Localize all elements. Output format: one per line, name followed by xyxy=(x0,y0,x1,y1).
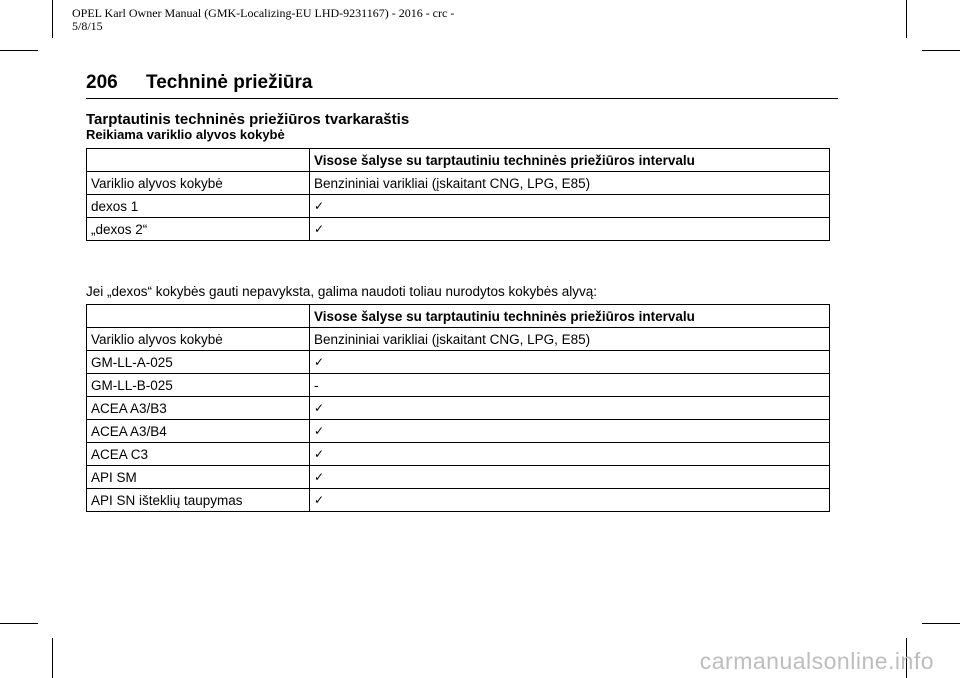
page-title: Techninė priežiūra xyxy=(146,72,313,93)
crop-mark xyxy=(922,50,960,51)
table-cell: Variklio alyvos kokybė xyxy=(87,328,310,351)
table-header-cell: Visose šalyse su tarptautiniu techninės priežiūros intervalu xyxy=(310,305,830,328)
table-cell: ACEA A3/B3 xyxy=(87,397,310,420)
print-header-line: OPEL Karl Owner Manual (GMK-Localizing-EU LHD-9231167) - 2016 - crc - xyxy=(72,6,455,20)
check-icon: ✓ xyxy=(310,489,830,512)
crop-mark xyxy=(52,0,53,38)
check-icon: ✓ xyxy=(310,466,830,489)
check-icon: ✓ xyxy=(310,443,830,466)
check-icon: ✓ xyxy=(310,218,830,241)
page-heading xyxy=(86,72,838,99)
table-cell: Benzininiai varikliai (įskaitant CNG, LPG, E85) xyxy=(310,172,830,195)
table-cell: - xyxy=(310,374,830,397)
table-row xyxy=(87,328,830,351)
table-row xyxy=(87,374,830,397)
alternative-oil-table xyxy=(86,304,830,512)
table-row xyxy=(87,195,830,218)
table-cell: ACEA A3/B4 xyxy=(87,420,310,443)
table-header-row xyxy=(87,305,830,328)
alternative-oil-paragraph: Jei „dexos“ kokybės gauti nepavyksta, galima naudoti toliau nurodytos kokybės alyvą: xyxy=(86,284,598,299)
table-row xyxy=(87,420,830,443)
table-cell: GM-LL-A-025 xyxy=(87,351,310,374)
table-cell: API SM xyxy=(87,466,310,489)
table-row xyxy=(87,218,830,241)
oil-quality-table xyxy=(86,148,830,241)
check-icon: ✓ xyxy=(310,420,830,443)
crop-mark xyxy=(906,0,907,38)
table-cell: Variklio alyvos kokybė xyxy=(87,172,310,195)
check-icon: ✓ xyxy=(310,195,830,218)
check-icon: ✓ xyxy=(310,397,830,420)
print-header-date: 5/8/15 xyxy=(72,19,103,33)
table-header-cell: Visose šalyse su tarptautiniu techninės priežiūros intervalu xyxy=(310,149,830,172)
section-title: Tarptautinis techninės priežiūros tvarkaraštis xyxy=(86,111,410,128)
check-icon: ✓ xyxy=(310,351,830,374)
table-cell: dexos 1 xyxy=(87,195,310,218)
page-number: 206 xyxy=(86,72,118,93)
crop-mark xyxy=(922,623,960,624)
crop-mark xyxy=(0,50,38,51)
table-cell: Benzininiai varikliai (įskaitant CNG, LPG, E85) xyxy=(310,328,830,351)
table-row xyxy=(87,466,830,489)
table-header-empty xyxy=(87,149,310,172)
table-row xyxy=(87,443,830,466)
table-row xyxy=(87,397,830,420)
crop-mark xyxy=(52,638,53,678)
table-row xyxy=(87,489,830,512)
table-row xyxy=(87,351,830,374)
table-cell: API SN išteklių taupymas xyxy=(87,489,310,512)
table-header-row xyxy=(87,149,830,172)
section-subtitle: Reikiama variklio alyvos kokybė xyxy=(86,127,285,142)
watermark: carmanualsonline.info xyxy=(699,648,934,674)
table-header-empty xyxy=(87,305,310,328)
table-row xyxy=(87,172,830,195)
table-cell: GM-LL-B-025 xyxy=(87,374,310,397)
table-cell: „dexos 2“ xyxy=(87,218,310,241)
print-header xyxy=(72,7,454,33)
crop-mark xyxy=(0,623,38,624)
table-cell: ACEA C3 xyxy=(87,443,310,466)
